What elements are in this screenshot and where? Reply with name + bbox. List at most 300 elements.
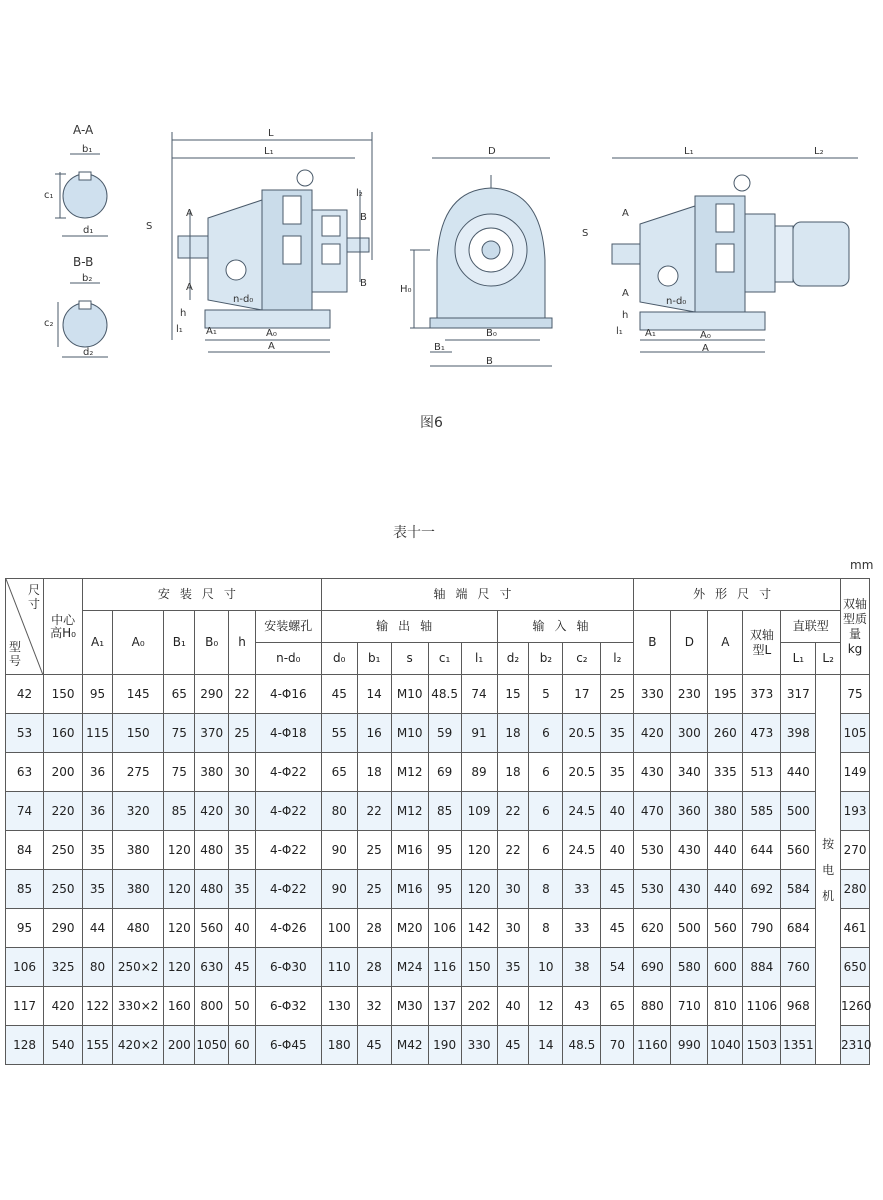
table-cell: 420 — [44, 987, 83, 1026]
table-cell: 480 — [195, 831, 229, 870]
table-cell: 20.5 — [563, 753, 601, 792]
table-cell: 91 — [461, 714, 497, 753]
table-cell: 440 — [708, 831, 743, 870]
table-cell: 44 — [83, 909, 113, 948]
table-cell: 530 — [634, 870, 671, 909]
table-cell: 75 — [164, 714, 195, 753]
table-cell: 90 — [321, 870, 357, 909]
table-cell: 420 — [195, 792, 229, 831]
header-double-shaft-L: 双轴型L — [743, 611, 781, 675]
header-d2: d₂ — [497, 643, 529, 675]
motor-note: 按电机 — [822, 836, 835, 903]
label-A-top-right: A — [622, 208, 629, 219]
table-cell: 150 — [461, 948, 497, 987]
table-cell: 40 — [601, 831, 634, 870]
table-cell: 1040 — [708, 1026, 743, 1065]
table-cell: 35 — [83, 831, 113, 870]
table-cell: 120 — [461, 831, 497, 870]
table-cell: 38 — [563, 948, 601, 987]
table-cell: 440 — [781, 753, 816, 792]
header-l1: l₁ — [461, 643, 497, 675]
table-cell: 440 — [708, 870, 743, 909]
table-cell: 684 — [781, 909, 816, 948]
header-B: B — [634, 611, 671, 675]
table-cell: 202 — [461, 987, 497, 1026]
section-bb-view — [58, 283, 108, 357]
table-cell: 420 — [634, 714, 671, 753]
table-cell: 14 — [529, 1026, 563, 1065]
table-cell: 35 — [229, 870, 256, 909]
label-A-top-left: A — [186, 208, 193, 219]
label-h-left: h — [180, 308, 187, 319]
table-row — [6, 987, 870, 1026]
label-c2: c₂ — [44, 318, 54, 329]
table-cell: 800 — [195, 987, 229, 1026]
table-cell: 30 — [229, 792, 256, 831]
table-cell: 155 — [83, 1026, 113, 1065]
table-cell: 65 — [321, 753, 357, 792]
header-A: A — [708, 611, 743, 675]
table-cell: 120 — [164, 870, 195, 909]
table-cell: 18 — [357, 753, 391, 792]
table-row — [6, 909, 870, 948]
label-D: D — [488, 146, 496, 157]
header-d0: d₀ — [321, 643, 357, 675]
table-cell: 50 — [229, 987, 256, 1026]
table-cell: 200 — [164, 1026, 195, 1065]
table-cell: 250 — [44, 870, 83, 909]
table-row — [6, 1026, 870, 1065]
table-cell: 480 — [112, 909, 163, 948]
table-cell: 230 — [671, 675, 708, 714]
table-cell: 145 — [112, 675, 163, 714]
header-c2: c₂ — [563, 643, 601, 675]
label-A0-right: A₀ — [700, 330, 711, 341]
table-cell: M12 — [391, 792, 428, 831]
table-cell: 193 — [841, 792, 870, 831]
table-cell: 160 — [164, 987, 195, 1026]
table-cell: 540 — [44, 1026, 83, 1065]
table-cell: 160 — [44, 714, 83, 753]
table-cell: 80 — [321, 792, 357, 831]
label-l1-right: l₁ — [616, 326, 623, 337]
table-cell: 4-Φ22 — [255, 753, 321, 792]
table-cell: 63 — [6, 753, 44, 792]
double-shaft-front-view — [172, 132, 372, 352]
table-cell: 220 — [44, 792, 83, 831]
table-cell: 48.5 — [428, 675, 461, 714]
table-cell: 43 — [563, 987, 601, 1026]
header-model-label: 型号 — [9, 640, 22, 668]
table-cell: 1050 — [195, 1026, 229, 1065]
table-cell: 6 — [529, 714, 563, 753]
table-cell: 30 — [497, 870, 529, 909]
table-cell: 6 — [529, 792, 563, 831]
table-cell: 75 — [164, 753, 195, 792]
table-cell: 330 — [461, 1026, 497, 1065]
table-cell: 8 — [529, 870, 563, 909]
label-A1-right: A₁ — [645, 328, 656, 339]
table-cell: 36 — [83, 792, 113, 831]
table-cell: 420×2 — [112, 1026, 163, 1065]
table-cell: 100 — [321, 909, 357, 948]
table-cell: 461 — [841, 909, 870, 948]
table-cell: 480 — [195, 870, 229, 909]
table-cell: 317 — [781, 675, 816, 714]
table-cell: 200 — [44, 753, 83, 792]
header-B0: B₀ — [195, 611, 229, 675]
table-caption: 表十一 — [393, 525, 435, 541]
table-cell: 513 — [743, 753, 781, 792]
table-cell: 560 — [708, 909, 743, 948]
label-b1: b₁ — [82, 144, 93, 155]
figure-caption: 图6 — [420, 415, 443, 431]
table-cell: 630 — [195, 948, 229, 987]
table-cell: 25 — [601, 675, 634, 714]
table-cell: 330×2 — [112, 987, 163, 1026]
label-B-bottom: B — [360, 278, 367, 289]
table-cell: 20.5 — [563, 714, 601, 753]
table-cell: 35 — [83, 870, 113, 909]
table-cell: 109 — [461, 792, 497, 831]
table-cell: 15 — [497, 675, 529, 714]
label-S-right: S — [582, 228, 589, 239]
motor-note-cell — [816, 675, 841, 1065]
table-cell: 35 — [601, 753, 634, 792]
table-cell: 380 — [112, 831, 163, 870]
header-bolt-sub: n-d₀ — [255, 643, 321, 675]
header-h: h — [229, 611, 256, 675]
header-A1: A₁ — [83, 611, 113, 675]
table-cell: 35 — [601, 714, 634, 753]
table-cell: 74 — [6, 792, 44, 831]
table-cell: 40 — [229, 909, 256, 948]
table-cell: M30 — [391, 987, 428, 1026]
spec-table — [5, 578, 870, 1065]
table-cell: M10 — [391, 675, 428, 714]
header-input-shaft: 输入轴 — [497, 611, 634, 643]
header-l2: l₂ — [601, 643, 634, 675]
label-section-bb: B-B — [73, 255, 94, 269]
table-row — [6, 831, 870, 870]
table-cell: 560 — [195, 909, 229, 948]
header-L1: L₁ — [781, 643, 816, 675]
table-cell: 32 — [357, 987, 391, 1026]
header-A0: A₀ — [112, 611, 163, 675]
table-cell: 430 — [671, 831, 708, 870]
table-cell: 180 — [321, 1026, 357, 1065]
table-cell: 810 — [708, 987, 743, 1026]
table-cell: 10 — [529, 948, 563, 987]
table-cell: 1160 — [634, 1026, 671, 1065]
table-cell: 95 — [6, 909, 44, 948]
label-section-aa: A-A — [73, 123, 94, 137]
label-B-top: B — [360, 212, 367, 223]
table-cell: 710 — [671, 987, 708, 1026]
table-row — [6, 753, 870, 792]
label-A0-left: A₀ — [266, 328, 277, 339]
table-cell: 33 — [563, 870, 601, 909]
table-cell: 620 — [634, 909, 671, 948]
table-cell: 35 — [229, 831, 256, 870]
table-cell: 120 — [164, 909, 195, 948]
table-cell: 150 — [44, 675, 83, 714]
table-cell: 30 — [229, 753, 256, 792]
header-B1: B₁ — [164, 611, 195, 675]
table-cell: 1351 — [781, 1026, 816, 1065]
table-cell: 106 — [6, 948, 44, 987]
header-s: s — [391, 643, 428, 675]
table-cell: 65 — [601, 987, 634, 1026]
header-overall-dims: 外形尺寸 — [634, 579, 841, 611]
header-double-shaft-mass: 双轴型质量kg — [841, 579, 870, 675]
table-cell: 585 — [743, 792, 781, 831]
table-cell: 373 — [743, 675, 781, 714]
table-cell: 117 — [6, 987, 44, 1026]
table-cell: 325 — [44, 948, 83, 987]
table-cell: 33 — [563, 909, 601, 948]
header-b2: b₂ — [529, 643, 563, 675]
table-cell: 120 — [164, 831, 195, 870]
label-l1-left: l₁ — [176, 324, 183, 335]
table-cell: 137 — [428, 987, 461, 1026]
unit-label: mm — [850, 558, 874, 572]
table-cell: 45 — [229, 948, 256, 987]
table-cell: 18 — [497, 753, 529, 792]
header-L2: L₂ — [816, 643, 841, 675]
table-cell: 24.5 — [563, 792, 601, 831]
table-cell: M24 — [391, 948, 428, 987]
label-A-bottom-right: A — [622, 288, 629, 299]
direct-coupled-front-view — [612, 158, 858, 352]
table-cell: M10 — [391, 714, 428, 753]
label-d2: d₂ — [83, 347, 94, 358]
table-cell: M20 — [391, 909, 428, 948]
table-cell: 40 — [497, 987, 529, 1026]
table-cell: 28 — [357, 909, 391, 948]
table-cell: 968 — [781, 987, 816, 1026]
label-d1: d₁ — [83, 225, 94, 236]
label-ndo-right: n-d₀ — [666, 296, 687, 307]
label-L: L — [268, 128, 274, 139]
table-cell: 75 — [841, 675, 870, 714]
table-cell: 59 — [428, 714, 461, 753]
table-row — [6, 948, 870, 987]
table-cell: 25 — [357, 870, 391, 909]
table-cell: 45 — [321, 675, 357, 714]
table-cell: 4-Φ22 — [255, 831, 321, 870]
table-cell: 16 — [357, 714, 391, 753]
table-cell: 1106 — [743, 987, 781, 1026]
table-cell: 760 — [781, 948, 816, 987]
table-cell: 473 — [743, 714, 781, 753]
table-cell: 48.5 — [563, 1026, 601, 1065]
table-cell: 6 — [529, 831, 563, 870]
table-cell: 430 — [634, 753, 671, 792]
table-cell: 340 — [671, 753, 708, 792]
table-cell: 8 — [529, 909, 563, 948]
table-cell: 85 — [6, 870, 44, 909]
table-cell: 6-Φ30 — [255, 948, 321, 987]
table-cell: 880 — [634, 987, 671, 1026]
table-cell: 25 — [357, 831, 391, 870]
table-cell: 45 — [357, 1026, 391, 1065]
table-cell: 500 — [781, 792, 816, 831]
table-cell: 195 — [708, 675, 743, 714]
table-cell: 45 — [497, 1026, 529, 1065]
table-cell: 500 — [671, 909, 708, 948]
table-cell: 4-Φ22 — [255, 870, 321, 909]
table-cell: 560 — [781, 831, 816, 870]
table-cell: 70 — [601, 1026, 634, 1065]
table-cell: 85 — [164, 792, 195, 831]
table-cell: 115 — [83, 714, 113, 753]
table-cell: 530 — [634, 831, 671, 870]
label-L1-left: L₁ — [264, 146, 274, 157]
table-cell: 95 — [428, 831, 461, 870]
header-c1: c₁ — [428, 643, 461, 675]
table-cell: 18 — [497, 714, 529, 753]
table-cell: 28 — [357, 948, 391, 987]
table-cell: 54 — [601, 948, 634, 987]
table-cell: M12 — [391, 753, 428, 792]
label-c1: c₁ — [44, 190, 54, 201]
label-H0: H₀ — [400, 284, 412, 295]
table-cell: 149 — [841, 753, 870, 792]
label-A-bottom-left: A — [186, 282, 193, 293]
header-shaft-end-dims: 轴端尺寸 — [321, 579, 634, 611]
section-aa-view — [55, 154, 108, 236]
table-cell: 6-Φ45 — [255, 1026, 321, 1065]
table-cell: 150 — [112, 714, 163, 753]
table-cell: 250×2 — [112, 948, 163, 987]
label-A-dim-left: A — [268, 341, 275, 352]
table-cell: 380 — [708, 792, 743, 831]
table-cell: 280 — [841, 870, 870, 909]
label-h-right: h — [622, 310, 629, 321]
table-cell: 320 — [112, 792, 163, 831]
table-cell: 1503 — [743, 1026, 781, 1065]
label-A-dim-right: A — [702, 343, 709, 354]
header-D: D — [671, 611, 708, 675]
table-cell: 122 — [83, 987, 113, 1026]
label-B1: B₁ — [434, 342, 445, 353]
table-cell: 22 — [497, 831, 529, 870]
table-cell: 120 — [164, 948, 195, 987]
table-cell: 6 — [529, 753, 563, 792]
table-cell: 35 — [497, 948, 529, 987]
engineering-drawing — [0, 0, 883, 440]
table-cell: 644 — [743, 831, 781, 870]
table-cell: 190 — [428, 1026, 461, 1065]
table-cell: 6-Φ32 — [255, 987, 321, 1026]
table-cell: 790 — [743, 909, 781, 948]
table-cell: 650 — [841, 948, 870, 987]
table-row — [6, 675, 870, 714]
table-cell: 128 — [6, 1026, 44, 1065]
table-cell: 884 — [743, 948, 781, 987]
table-cell: 290 — [195, 675, 229, 714]
table-cell: 85 — [428, 792, 461, 831]
table-cell: 106 — [428, 909, 461, 948]
table-cell: 370 — [195, 714, 229, 753]
table-cell: M16 — [391, 870, 428, 909]
table-cell: 80 — [83, 948, 113, 987]
table-cell: 55 — [321, 714, 357, 753]
label-S-left: S — [146, 221, 153, 232]
table-cell: 2310 — [841, 1026, 870, 1065]
label-ndo-left: n-d₀ — [233, 294, 254, 305]
header-b1: b₁ — [357, 643, 391, 675]
header-install-dims: 安装尺寸 — [83, 579, 322, 611]
table-cell: 290 — [44, 909, 83, 948]
table-cell: 380 — [112, 870, 163, 909]
table-cell: 335 — [708, 753, 743, 792]
table-cell: 4-Φ18 — [255, 714, 321, 753]
table-cell: 89 — [461, 753, 497, 792]
header-output-shaft: 输出轴 — [321, 611, 497, 643]
table-cell: 380 — [195, 753, 229, 792]
table-cell: M16 — [391, 831, 428, 870]
table-row — [6, 870, 870, 909]
table-cell: 95 — [428, 870, 461, 909]
table-cell: 260 — [708, 714, 743, 753]
label-B-end: B — [486, 356, 493, 367]
table-cell: 84 — [6, 831, 44, 870]
table-cell: 330 — [634, 675, 671, 714]
table-cell: 360 — [671, 792, 708, 831]
table-cell: 22 — [497, 792, 529, 831]
table-cell: 14 — [357, 675, 391, 714]
table-cell: 1260 — [841, 987, 870, 1026]
table-cell: 398 — [781, 714, 816, 753]
table-cell: 17 — [563, 675, 601, 714]
table-cell: 42 — [6, 675, 44, 714]
table-cell: 53 — [6, 714, 44, 753]
table-cell: 300 — [671, 714, 708, 753]
table-cell: 24.5 — [563, 831, 601, 870]
table-cell: 65 — [164, 675, 195, 714]
table-cell: 275 — [112, 753, 163, 792]
table-cell: 130 — [321, 987, 357, 1026]
table-cell: 4-Φ16 — [255, 675, 321, 714]
table-cell: 25 — [229, 714, 256, 753]
table-cell: 470 — [634, 792, 671, 831]
table-cell: 95 — [83, 675, 113, 714]
header-center-height: 中心高H₀ — [44, 579, 83, 675]
table-cell: 110 — [321, 948, 357, 987]
table-cell: 250 — [44, 831, 83, 870]
label-b2: b₂ — [82, 273, 93, 284]
table-cell: 4-Φ22 — [255, 792, 321, 831]
table-cell: 5 — [529, 675, 563, 714]
label-B0: B₀ — [486, 328, 497, 339]
table-cell: 12 — [529, 987, 563, 1026]
header-size-label: 尺寸 — [28, 583, 41, 611]
table-cell: 430 — [671, 870, 708, 909]
table-row — [6, 714, 870, 753]
table-cell: 45 — [601, 870, 634, 909]
label-L2: L₂ — [814, 146, 824, 157]
end-view — [410, 158, 552, 366]
table-cell: 45 — [601, 909, 634, 948]
table-cell: 120 — [461, 870, 497, 909]
table-cell: 600 — [708, 948, 743, 987]
table-cell: 580 — [671, 948, 708, 987]
table-cell: 22 — [357, 792, 391, 831]
header-direct-type: 直联型 — [781, 611, 841, 643]
table-cell: 36 — [83, 753, 113, 792]
